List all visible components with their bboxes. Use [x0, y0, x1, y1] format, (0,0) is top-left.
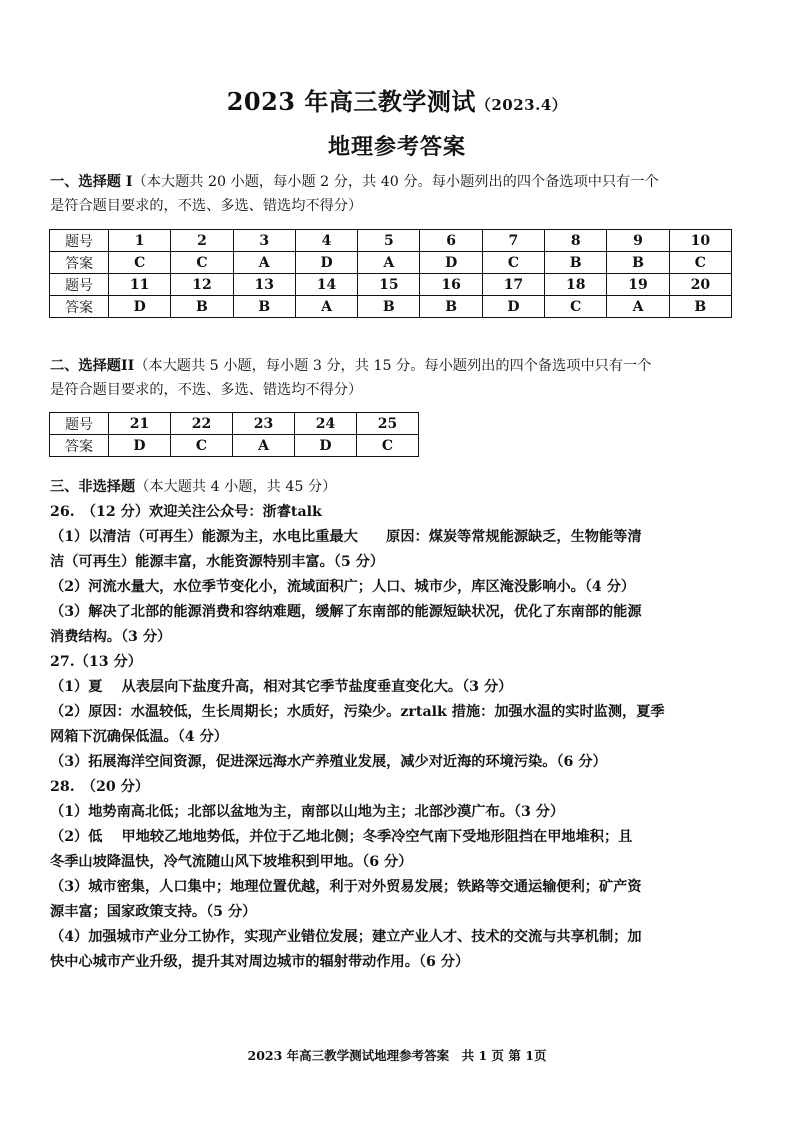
answer-cell: C	[669, 252, 731, 274]
section1-note-1: （本大题共 20 小题，每小题 2 分，共 40 分。每小题列出的四个备选项中只有一个	[132, 174, 659, 190]
question-header: 27.（13 分）	[50, 654, 142, 670]
question-number: 16	[420, 274, 482, 296]
answer-cell: D	[482, 296, 544, 318]
page-footer: 2023 年高三教学测试地理参考答案 共 1 页 第 1页	[247, 1048, 547, 1063]
section2-note-1: （本大题共 5 小题，每小题 3 分，共 15 分。每小题列出的四个备选项中只有一个	[134, 358, 652, 374]
answer-line: （1）夏 从表层向下盐度升高，相对其它季节盐度垂直变化大。（3 分）	[50, 679, 513, 695]
row-label: 题号	[50, 274, 109, 296]
answer-line: （1）以清洁（可再生）能源为主，水电比重最大 原因：煤炭等常规能源缺乏，生物能等清	[50, 529, 642, 545]
section2-heading: 二、选择题II	[50, 358, 135, 374]
answer-line: 网箱下沉确保低温。（4 分）	[50, 729, 228, 745]
section3-heading-line	[50, 475, 750, 499]
answer-cell: B	[233, 296, 295, 318]
answer-line: （1）地势南高北低；北部以盆地为主，南部以山地为主；北部沙漠广布。（3 分）	[50, 804, 565, 820]
answer-line: （3）城市密集，人口集中；地理位置优越，利于对外贸易发展；铁路等交通运输便利；矿产资	[50, 879, 642, 895]
answer-cell: D	[295, 252, 357, 274]
table-row	[50, 274, 732, 296]
section2-answer-table	[49, 412, 419, 457]
answer-cell: B	[607, 252, 669, 274]
question-number: 5	[358, 230, 420, 252]
answer-cell: B	[545, 252, 607, 274]
answer-cell: B	[420, 296, 482, 318]
section2-heading-line	[50, 354, 750, 378]
answer-line: （2）河流水量大，水位季节变化小，流域面积广；人口、城市少，库区淹没影响小。（4 分）	[50, 579, 636, 595]
page-subtitle: 地理参考答案	[327, 134, 466, 160]
section3-note: （本大题共 4 小题，共 45 分）	[135, 479, 337, 495]
question-number: 12	[171, 274, 233, 296]
answer-line: 洁（可再生）能源丰富，水能资源特别丰富。（5 分）	[50, 554, 385, 570]
question-number: 19	[607, 274, 669, 296]
answer-cell: D	[109, 435, 171, 457]
question-number: 8	[545, 230, 607, 252]
table-row	[50, 230, 732, 252]
answer-cell: A	[607, 296, 669, 318]
section3-heading: 三、非选择题	[50, 479, 136, 495]
answer-line: （3）解决了北部的能源消费和容纳难题，缓解了东南部的能源短缺状况，优化了东南部的能源	[50, 604, 642, 620]
answer-line: （3）拓展海洋空间资源，促进深远海水产养殖业发展，减少对近海的环境污染。（6 分）	[50, 754, 607, 770]
answer-cell: B	[171, 296, 233, 318]
answer-cell: C	[545, 296, 607, 318]
question-number: 13	[233, 274, 295, 296]
table-row	[50, 252, 732, 274]
answer-cell: D	[109, 296, 171, 318]
section1-heading-line	[50, 170, 750, 194]
answer-cell: C	[171, 435, 233, 457]
question-number: 3	[233, 230, 295, 252]
question-number: 24	[295, 413, 357, 435]
title-text: 2023 年高三教学测试	[226, 87, 476, 116]
answer-cell: C	[171, 252, 233, 274]
answer-cell: D	[420, 252, 482, 274]
answer-cell: B	[358, 296, 420, 318]
answer-line: （2）低 甲地较乙地地势低，并位于乙地北侧；冬季冷空气南下受地形阻挡在甲地堆积；且	[50, 829, 633, 845]
section2-note-2: 是符合题目要求的，不选、多选、错选均不得分）	[50, 382, 363, 398]
answer-line: 快中心城市产业升级，提升其对周边城市的辐射带动作用。（6 分）	[50, 954, 470, 970]
answer-cell: A	[358, 252, 420, 274]
answer-line: 冬季山坡降温快，冷气流随山风下坡堆积到甲地。（6 分）	[50, 854, 413, 870]
question-number: 21	[109, 413, 171, 435]
answer-cell: D	[295, 435, 357, 457]
answer-cell: B	[669, 296, 731, 318]
question-number: 18	[545, 274, 607, 296]
answer-line: 源丰富；国家政策支持。（5 分）	[50, 904, 257, 920]
row-label: 答案	[50, 252, 109, 274]
question-number: 15	[358, 274, 420, 296]
question-number: 17	[482, 274, 544, 296]
answer-cell: A	[295, 296, 357, 318]
title-date: （2023.4）	[475, 96, 568, 114]
answer-cell: A	[233, 435, 295, 457]
question-number: 7	[482, 230, 544, 252]
question-number: 1	[109, 230, 171, 252]
answer-cell: C	[109, 252, 171, 274]
row-label: 题号	[50, 413, 109, 435]
answer-line: （4）加强城市产业分工协作，实现产业错位发展；建立产业人才、技术的交流与共享机制；加	[50, 929, 642, 945]
answer-line: 消费结构。（3 分）	[50, 629, 172, 645]
answer-cell: C	[482, 252, 544, 274]
question-header: 26. （12 分）欢迎关注公众号：浙睿talk	[50, 504, 322, 520]
row-label: 答案	[50, 296, 109, 318]
page-title	[0, 82, 794, 117]
row-label: 题号	[50, 230, 109, 252]
row-label: 答案	[50, 435, 109, 457]
table-row	[50, 413, 419, 435]
table-row	[50, 296, 732, 318]
section1-answer-table	[49, 229, 732, 318]
answer-cell: A	[233, 252, 295, 274]
question-number: 9	[607, 230, 669, 252]
question-number: 10	[669, 230, 731, 252]
question-number: 14	[295, 274, 357, 296]
question-number: 20	[669, 274, 731, 296]
question-number: 6	[420, 230, 482, 252]
question-number: 2	[171, 230, 233, 252]
question-number: 22	[171, 413, 233, 435]
section1-heading: 一、选择题 I	[50, 174, 133, 190]
section1-note-2: 是符合题目要求的，不选、多选、错选均不得分）	[50, 198, 363, 214]
question-number: 4	[295, 230, 357, 252]
question-header: 28. （20 分）	[50, 779, 150, 795]
question-number: 11	[109, 274, 171, 296]
question-number: 25	[357, 413, 419, 435]
question-number: 23	[233, 413, 295, 435]
table-row	[50, 435, 419, 457]
answer-cell: C	[357, 435, 419, 457]
answer-line: （2）原因：水温较低，生长周期长；水质好，污染少。zrtalk 措施：加强水温的实时监测，夏季	[50, 704, 665, 720]
